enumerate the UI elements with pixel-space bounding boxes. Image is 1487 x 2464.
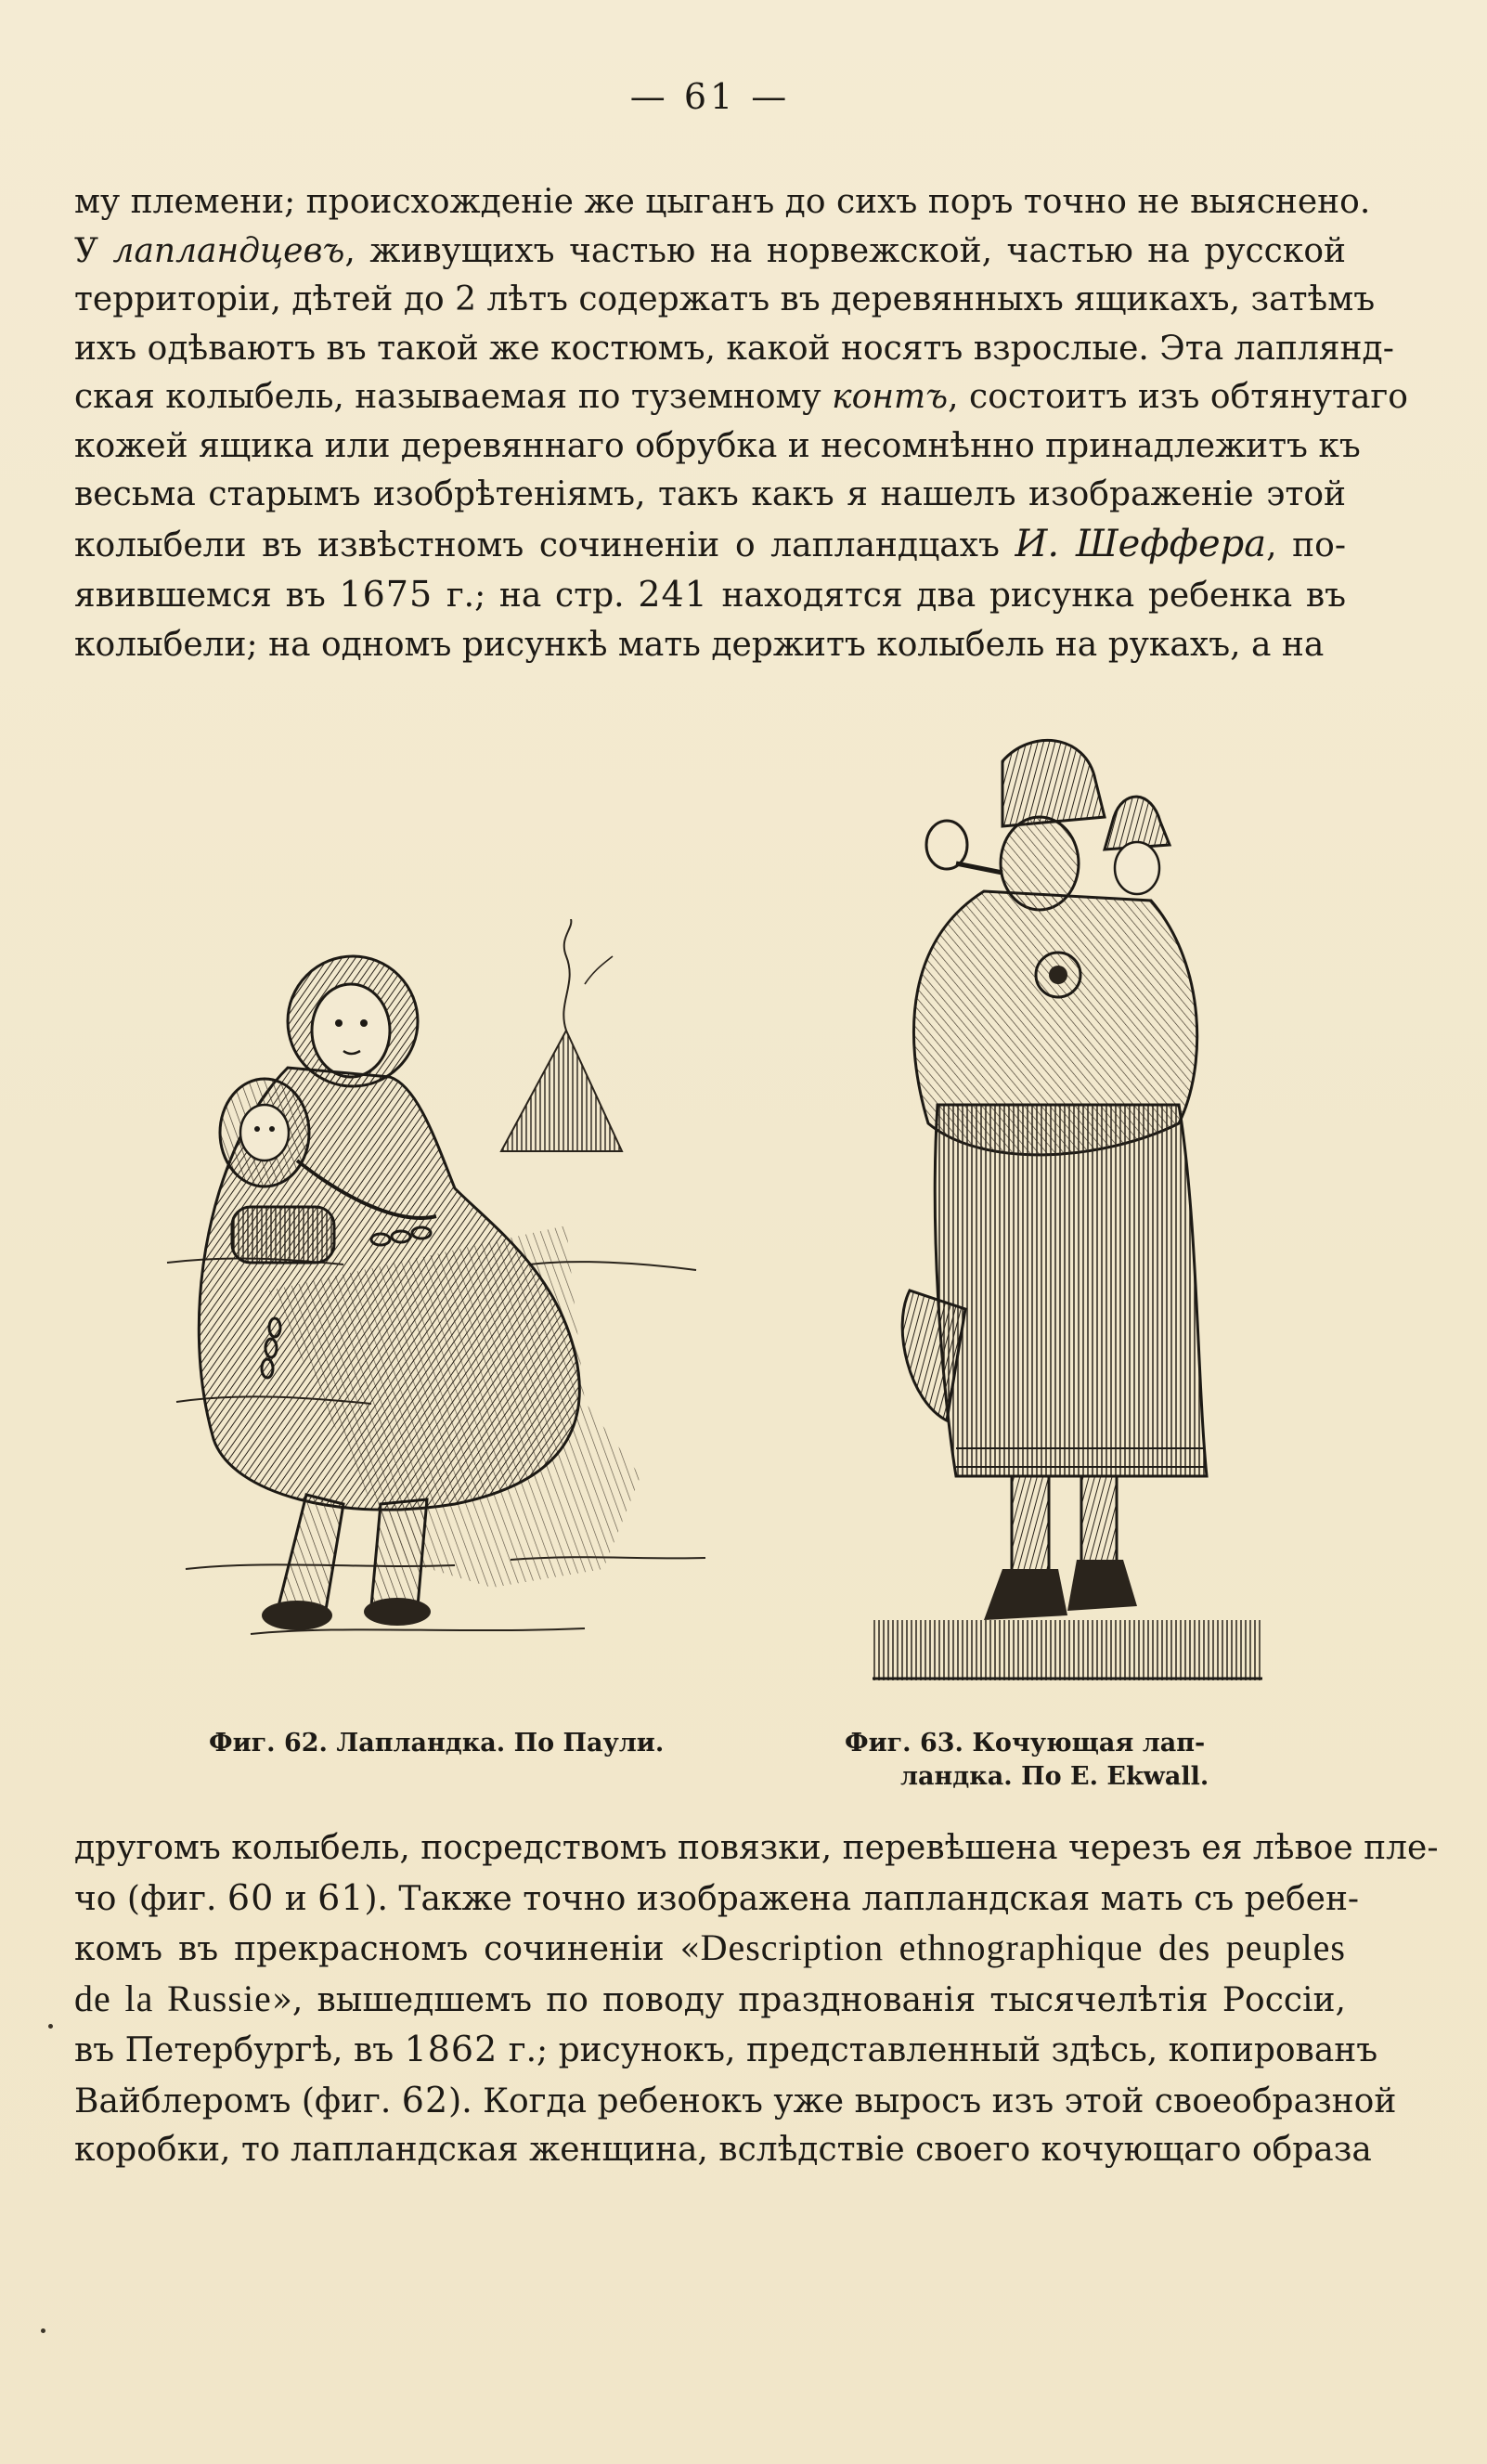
numeral: 241: [638, 574, 708, 615]
text-line: [74, 1824, 1439, 1874]
text-run: въ Петербургѣ, въ: [74, 2031, 405, 2069]
numeral: 62: [401, 2079, 449, 2120]
figure-63-caption-line-1: Кочующая лап-: [972, 1729, 1206, 1757]
nomadic-lapp-engraving: [873, 733, 1262, 1680]
text-line: [74, 373, 1408, 422]
text-run: территоріи, дѣтей до 2 лѣтъ содержатъ въ деревянныхъ ящикахъ, затѣмъ: [74, 280, 1376, 318]
text-line: [74, 2025, 1378, 2076]
text-run: ). Также точно изображена лапландская мать съ ребен-: [364, 1879, 1360, 1918]
text-line: [74, 570, 1346, 621]
text-run: , состоитъ изъ обтянутаго: [948, 378, 1408, 416]
text-line: [74, 1874, 1360, 1925]
figure-63-label: Фиг. 63.: [845, 1729, 963, 1757]
text-run: У: [74, 231, 113, 270]
italic-term: лапландцевъ: [112, 231, 345, 270]
text-run: кожей ящика или деревяннаго обрубка и несомнѣнно принадлежитъ къ: [74, 426, 1361, 465]
text-run: му племени; происхожденіе же цыганъ до сихъ поръ точно не выяснено.: [74, 183, 1371, 221]
figure-62-label: Фиг. 62.: [209, 1729, 328, 1757]
text-line: [74, 1924, 1346, 1975]
text-run: и: [274, 1879, 318, 1918]
text-run: ская колыбель, называемая по туземному: [74, 378, 833, 416]
text-run: , живущихъ частью на норвежской, частью на русской: [344, 231, 1346, 270]
text-line: [74, 520, 1346, 571]
text-line: [74, 2076, 1397, 2127]
numeral: 61: [317, 1876, 365, 1918]
text-run: ). Когда ребенокъ уже выросъ изъ этой своеобразной: [448, 2081, 1397, 2120]
paragraph-top: [74, 178, 1408, 669]
tent-drawing: [501, 919, 622, 1151]
text-run: г.; рисунокъ, представленный здѣсь, копированъ: [498, 2031, 1378, 2069]
text-run: явившемся въ: [74, 577, 340, 615]
text-line: [74, 2126, 1372, 2175]
italic-term: контъ: [832, 378, 949, 416]
text-run: чо (фиг.: [74, 1879, 227, 1918]
text-run: колыбели въ извѣстномъ сочиненіи о лапландцахъ: [74, 525, 1015, 564]
text-run: , по-: [1266, 525, 1347, 564]
text-run: ихъ одѣваютъ въ такой же костюмъ, какой носятъ взрослые. Эта лаплянд-: [74, 329, 1394, 368]
french-title: de la Russie: [74, 1977, 272, 2019]
paragraph-bottom: [74, 1824, 1439, 2175]
text-run: », вышедшемъ по поводу празднованія тысячелѣтія Россіи,: [271, 1980, 1346, 2019]
text-line: [74, 422, 1361, 472]
numeral: 1862: [404, 2029, 498, 2069]
text-line: [74, 471, 1346, 520]
text-line: [74, 1975, 1346, 2026]
text-line: [74, 325, 1394, 374]
numeral: 1675: [339, 574, 433, 615]
figure-63-illustration: [873, 733, 1262, 1680]
numeral: 60: [226, 1876, 275, 1918]
text-run: другомъ колыбель, посредствомъ повязки, перевѣшена черезъ ея лѣвое пле-: [74, 1829, 1439, 1867]
text-run: Вайблеромъ (фиг.: [74, 2081, 402, 2120]
figure-63-caption-line-2: ландка. По E. Ekwall.: [900, 1762, 1209, 1791]
text-run: коробки, то лапландская женщина, вслѣдствіе своего кочующаго образа: [74, 2131, 1372, 2169]
figure-62-illustration: [158, 919, 715, 1680]
text-run: весьма старымъ изобрѣтеніямъ, такъ какъ я нашелъ изображеніе этой: [74, 475, 1346, 513]
text-run: г.; на стр.: [433, 577, 639, 615]
text-run: колыбели; на одномъ рисункѣ мать держитъ колыбель на рукахъ, а на: [74, 625, 1325, 664]
text-line: [74, 227, 1346, 277]
text-line: [74, 178, 1371, 227]
text-run: комъ въ прекрасномъ сочиненіи «: [74, 1930, 701, 1968]
figure-62-caption-text: Лапландка. По Паули.: [336, 1729, 665, 1757]
figure-62-caption: [209, 1727, 729, 1760]
french-title: Description ethnographique des peuples: [700, 1926, 1346, 1968]
figure-63-caption: [845, 1727, 1272, 1794]
paper-speck: [41, 2328, 45, 2333]
lapp-woman-engraving: [158, 919, 715, 1680]
text-run: находятся два рисунка ребенка въ: [707, 577, 1347, 615]
author-name: И. Шеффера: [1015, 522, 1267, 565]
text-line: [74, 621, 1346, 670]
paper-speck: [48, 2024, 53, 2029]
text-line: [74, 276, 1376, 325]
page-number: — 61 —: [629, 76, 791, 117]
